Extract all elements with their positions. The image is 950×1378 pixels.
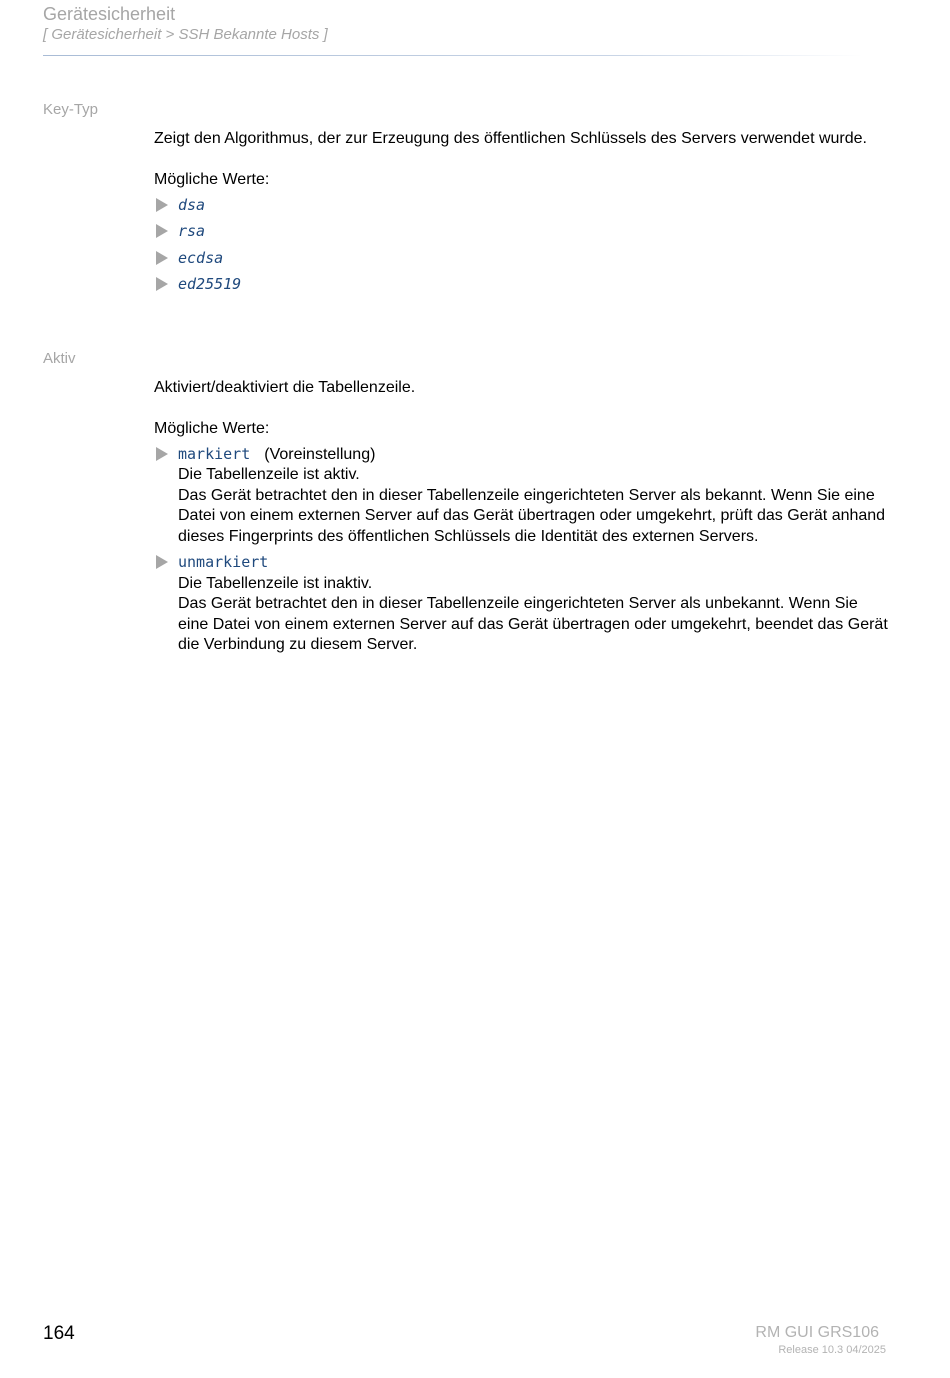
- triangle-bullet-icon: [156, 251, 168, 265]
- list-item: [154, 552, 889, 656]
- possible-values-list: [154, 195, 889, 296]
- list-item: [154, 195, 889, 217]
- footer-release: Release 10.3 04/2025: [778, 1344, 886, 1356]
- possible-values-list: [154, 444, 889, 656]
- parameter-name-aktiv: Aktiv: [43, 350, 76, 367]
- value-summary: Die Tabellenzeile ist aktiv.: [178, 466, 360, 483]
- page-header-title: Gerätesicherheit: [43, 4, 176, 24]
- list-item: [154, 274, 889, 296]
- parameter-description: Aktiviert/deaktiviert die Tabellenzeile.: [154, 379, 416, 396]
- triangle-bullet-icon: [156, 447, 168, 461]
- value-code: dsa: [178, 195, 206, 214]
- default-note: (Voreinstellung): [264, 445, 376, 463]
- value-code: unmarkiert: [178, 553, 269, 571]
- value-detail: Das Gerät betrachtet den in dieser Tabellenzeile eingerichteten Server als bekannt. Wenn Sie eine Datei von einem externen Server auf das Gerät übertragen oder umgekehrt, prüft das Gerät anhand dieses Fingerprints des öffentlichen Schlüssels die Identität des externen Servers.: [178, 486, 886, 545]
- parameter-description: Zeigt den Algorithmus, der zur Erzeugung des öffentlichen Schlüssels des Servers verwendet wurde.: [154, 130, 867, 147]
- triangle-bullet-icon: [156, 224, 168, 238]
- page-number: 164: [43, 1323, 75, 1344]
- breadcrumb: [ Gerätesicherheit > SSH Bekannte Hosts ]: [43, 26, 328, 43]
- section-key-typ: [154, 129, 889, 301]
- list-item: [154, 248, 889, 270]
- possible-values-label: Mögliche Werte:: [154, 171, 270, 188]
- parameter-name-key-typ: Key-Typ: [43, 101, 99, 118]
- triangle-bullet-icon: [156, 555, 168, 569]
- section-aktiv: [154, 378, 889, 661]
- list-item: [154, 444, 889, 548]
- list-item: [154, 221, 889, 243]
- value-code: ecdsa: [178, 248, 224, 267]
- value-code: markiert: [178, 444, 251, 463]
- triangle-bullet-icon: [156, 277, 168, 291]
- value-summary: Die Tabellenzeile ist inaktiv.: [178, 574, 373, 592]
- header-divider: [43, 55, 863, 56]
- value-code: ed25519: [178, 275, 242, 293]
- value-code: rsa: [178, 222, 206, 240]
- footer-doc-title: RM GUI GRS106: [755, 1324, 879, 1341]
- value-detail: Das Gerät betrachtet den in dieser Tabellenzeile eingerichteten Server als unbekannt. Wenn Sie eine Datei von einem externen Server auf das Gerät übertragen oder umgekehrt, beendet das Gerät die Verbindung zu diesem Server.: [178, 595, 888, 653]
- triangle-bullet-icon: [156, 198, 168, 212]
- possible-values-label: Mögliche Werte:: [154, 420, 270, 437]
